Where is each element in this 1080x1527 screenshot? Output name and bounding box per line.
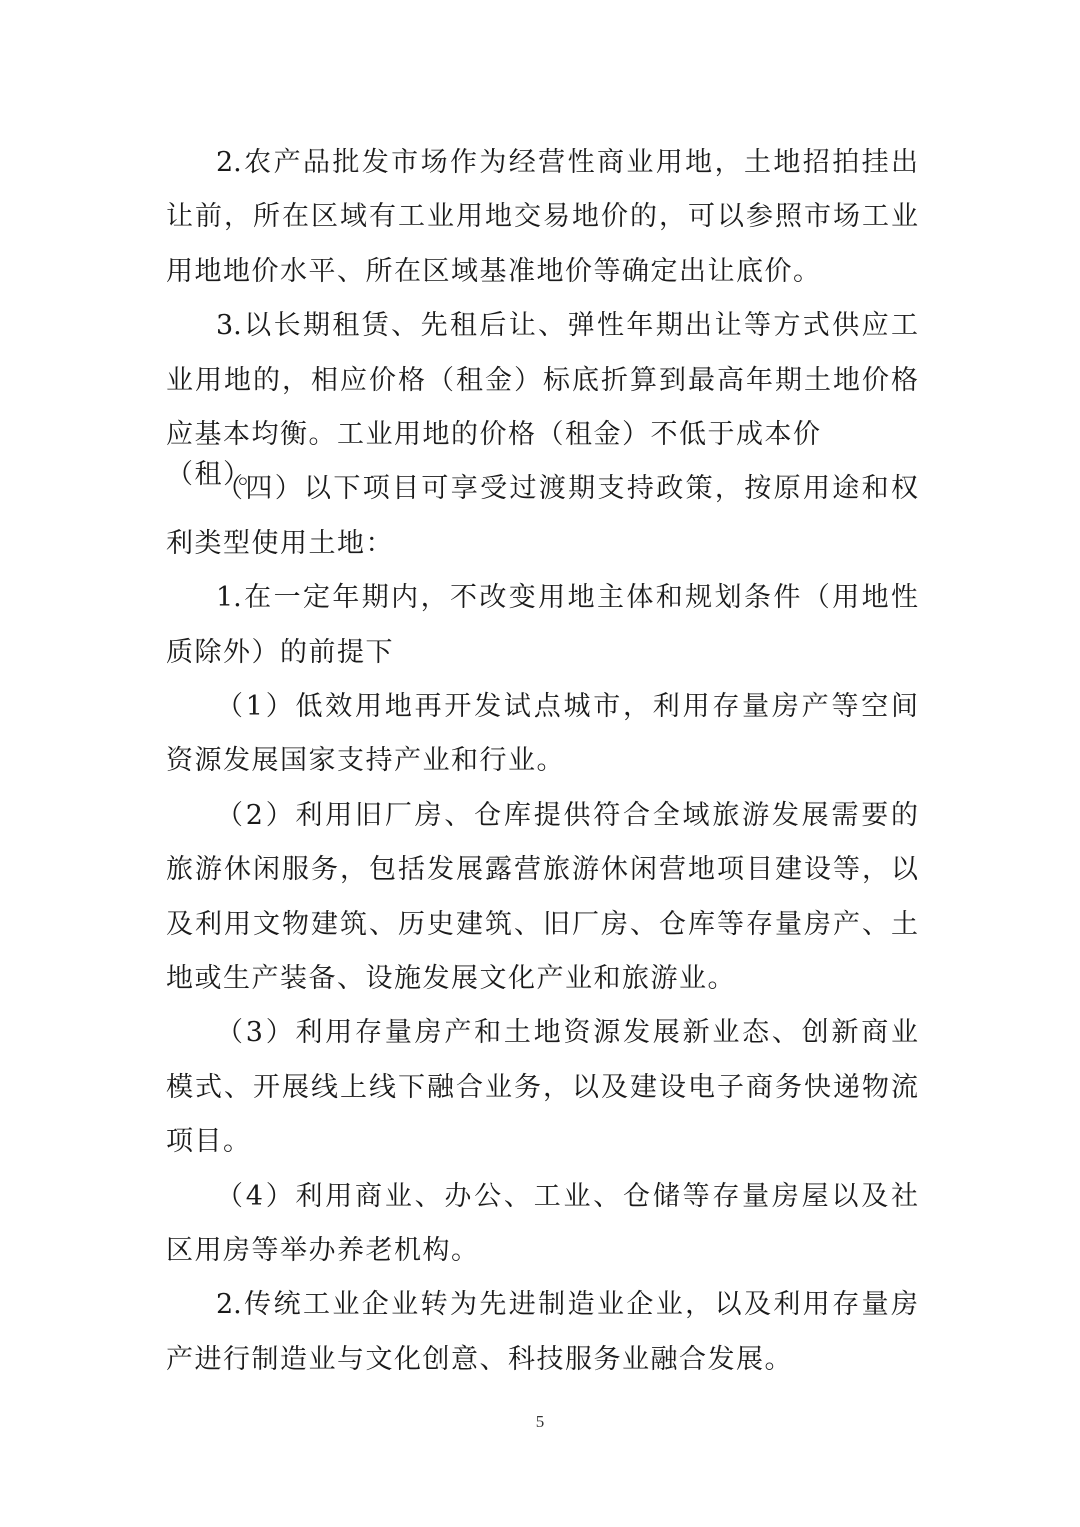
text-line: （3）利用存量房产和土地资源发展新业态、创新商业	[216, 1017, 918, 1048]
text-line: 及利用文物建筑、历史建筑、旧厂房、仓库等存量房产、土	[166, 909, 918, 940]
text-line: （1）低效用地再开发试点城市，利用存量房产等空间	[216, 691, 918, 722]
text-line: 旅游休闲服务，包括发展露营旅游休闲营地项目建设等，以	[166, 854, 918, 885]
text-line: 业用地的，相应价格（租金）标底折算到最高年期土地价格	[166, 365, 918, 396]
text-line: 区用房等举办养老机构。	[166, 1235, 480, 1266]
text-line: 质除外）的前提下	[166, 637, 394, 668]
text-line: 利类型使用土地：	[166, 528, 394, 559]
text-line: 项目。	[166, 1126, 252, 1157]
text-line: 产进行制造业与文化创意、科技服务业融合发展。	[166, 1344, 793, 1375]
text-line: 2.农产品批发市场作为经营性商业用地，土地招拍挂出	[216, 147, 918, 178]
text-line: 用地地价水平、所在区域基准地价等确定出让底价。	[166, 256, 822, 287]
text-line: 地或生产装备、设施发展文化产业和旅游业。	[166, 963, 736, 994]
text-line: （四）以下项目可享受过渡期支持政策，按原用途和权	[216, 473, 918, 504]
text-line: 应基本均衡。工业用地的价格（租金）不低于成本价（租）。	[166, 419, 822, 490]
text-line: 让前，所在区域有工业用地交易地价的，可以参照市场工业	[166, 201, 918, 232]
page-number: 5	[535, 1412, 545, 1431]
text-line: （4）利用商业、办公、工业、仓储等存量房屋以及社	[216, 1181, 918, 1212]
text-line: 1.在一定年期内，不改变用地主体和规划条件（用地性	[216, 582, 918, 613]
text-line: 模式、开展线上线下融合业务，以及建设电子商务快递物流	[166, 1072, 918, 1103]
text-line: （2）利用旧厂房、仓库提供符合全域旅游发展需要的	[216, 800, 918, 831]
text-line: 3.以长期租赁、先租后让、弹性年期出让等方式供应工	[216, 310, 918, 341]
text-line: 资源发展国家支持产业和行业。	[166, 745, 565, 776]
text-line: 2.传统工业企业转为先进制造业企业，以及利用存量房	[216, 1289, 918, 1320]
